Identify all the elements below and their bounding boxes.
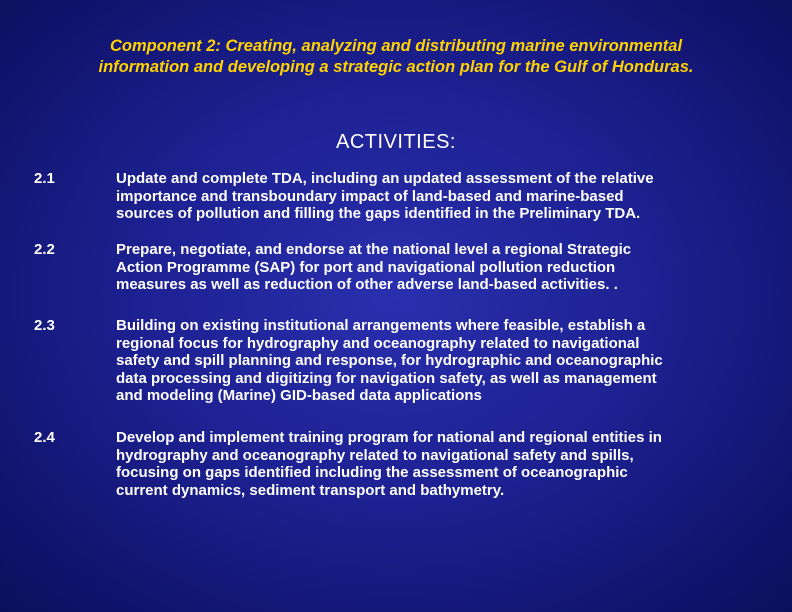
activity-description	[116, 429, 776, 499]
activities-heading: ACTIVITIES:	[336, 131, 456, 153]
activity-description	[116, 241, 776, 294]
activity-line: Prepare, negotiate, and endorse at the national level a regional Strategic	[116, 241, 632, 258]
activity-number: 2.3	[34, 317, 55, 334]
slide-title	[0, 36, 792, 78]
activity-line: safety and spill planning and response, for hydrographic and oceanographic	[116, 352, 663, 369]
activity-line: regional focus for hydrography and oceanography related to navigational	[116, 334, 640, 352]
activity-line: and modeling (Marine) GID-based data applications	[116, 387, 482, 404]
activity-line: Action Programme (SAP) for port and navigational pollution reduction	[116, 258, 616, 276]
activity-line: hydrography and oceanography related to navigational safety and spills,	[116, 446, 634, 464]
activity-line: Update and complete TDA, including an updated assessment of the relative	[116, 170, 654, 187]
activity-line: Building on existing institutional arrangements where feasible, establish a	[116, 317, 646, 334]
activity-description	[116, 170, 776, 223]
slide-title-line-1: Component 2: Creating, analyzing and distributing marine environmental	[109, 37, 683, 55]
activity-number: 2.4	[34, 429, 55, 446]
activity-line: current dynamics, sediment transport and bathymetry.	[116, 481, 505, 499]
activity-number: 2.1	[34, 170, 55, 187]
activity-line: Develop and implement training program for national and regional entities in	[116, 429, 662, 446]
activity-line: measures as well as reduction of other adverse land-based activities. .	[116, 276, 618, 293]
activity-number: 2.2	[34, 241, 55, 258]
slide-title-line-2: information and developing a strategic action plan for the Gulf of Honduras.	[98, 58, 694, 76]
activity-line: data processing and digitizing for navigation safety, as well as management	[116, 369, 657, 387]
activity-line: focusing on gaps identified including the assessment of oceanographic	[116, 464, 628, 481]
activity-line: sources of pollution and filling the gaps identified in the Preliminary TDA.	[116, 205, 641, 222]
activity-line: importance and transboundary impact of land-based and marine-based	[116, 187, 624, 205]
activity-description	[116, 317, 776, 405]
